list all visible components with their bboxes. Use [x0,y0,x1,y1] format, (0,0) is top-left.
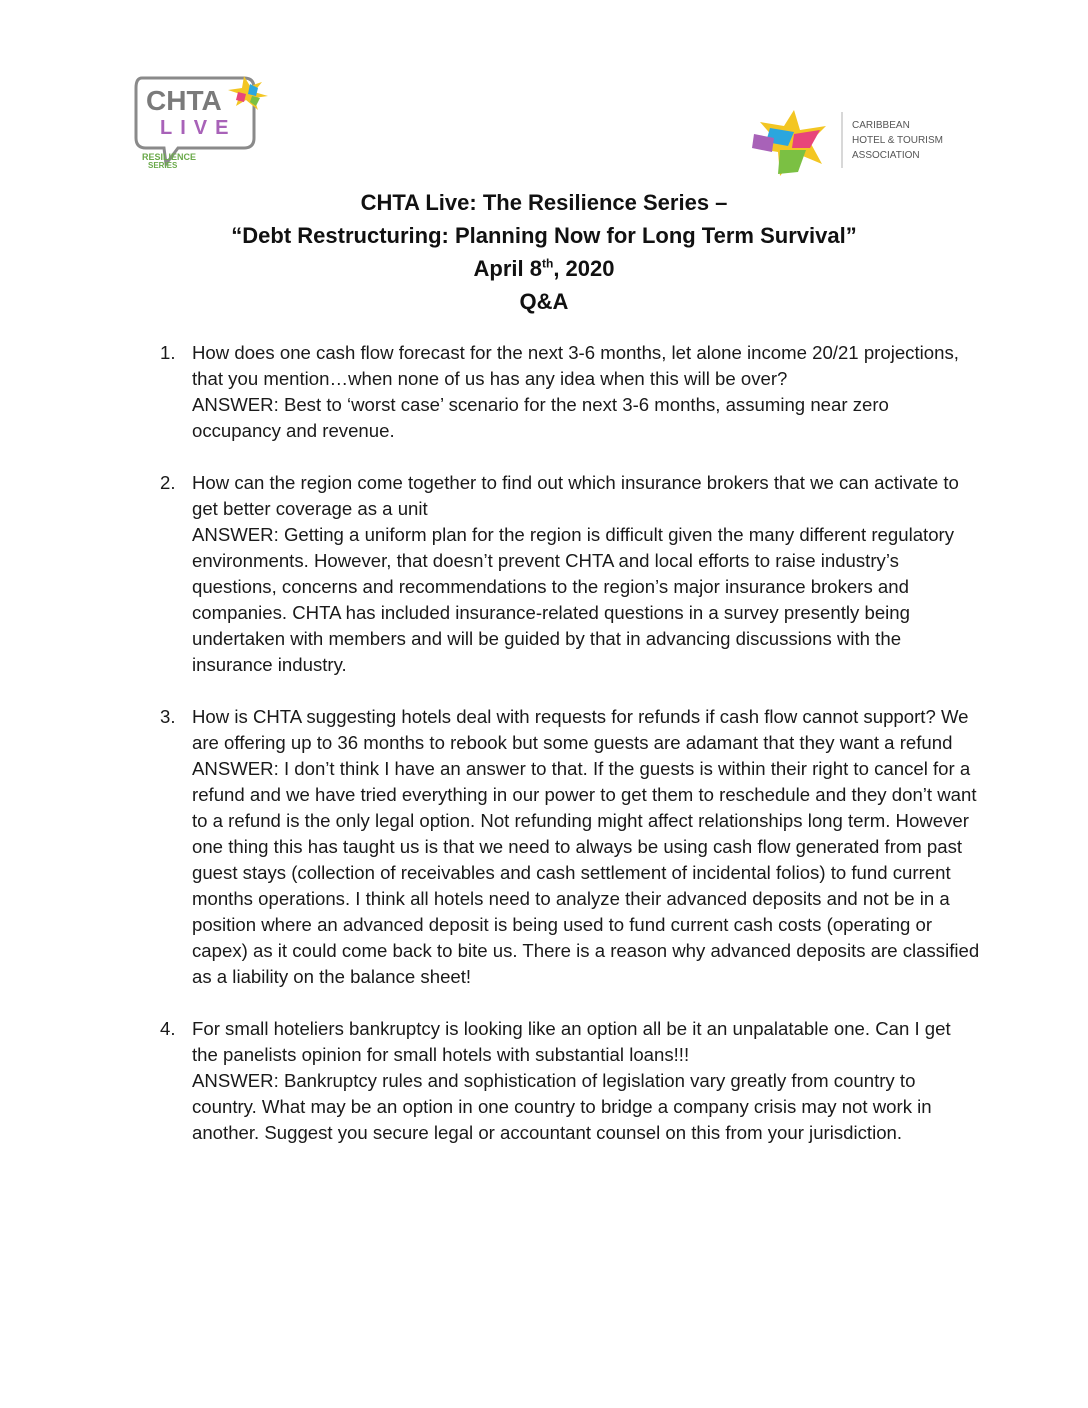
association-line-1: CARIBBEAN [852,120,910,131]
logo-live-text: LIVE [160,117,237,139]
qa-list [160,340,980,1146]
question-text: How does one cash flow forecast for the next 3-6 months, let alone income 20/21 projections, that you mention…when none of us has any idea when this will be over? [192,342,959,389]
answer-text: ANSWER: I don’t think I have an answer to that. If the guests is within their right to cancel for a refund and we have tried everything in our power to get them to reschedule and they don’t want to a refund is the only legal option. Not refunding might affect relationships long term. However one thing this has taught us is that we need to always be using cash flow generated from past guest stays (collection of receivables and cash settlement of incidental folios) to fund current months operations. I think all hotels need to analyze their advanced deposits and not be in a position where an advanced deposit is being used to fund current cash costs (operating or capex) as it could come back to bite us. There is a reason why advanced deposits are classified as a liability on the balance sheet! [192,758,980,987]
chta-association-logo [750,108,965,184]
document-header [0,186,1088,318]
item-number: 2. [160,472,176,493]
question-text: How can the region come together to find out which insurance brokers that we can activate to get better coverage as a unit [192,472,959,519]
question-text: How is CHTA suggesting hotels deal with requests for refunds if cash flow cannot support? We are offering up to 36 months to rebook but some guests are adamant that they want a refund [192,706,969,753]
date-suffix: , 2020 [553,256,615,281]
answer-text: ANSWER: Best to ‘worst case’ scenario for the next 3-6 months, assuming near zero occupancy and revenue. [192,394,889,441]
date-prefix: April 8 [473,256,542,281]
qa-heading: Q&A [519,289,569,314]
logo-tagline-2: SERIES [148,161,178,170]
date-ordinal: th [541,256,554,271]
item-number: 1. [160,342,176,363]
question-text: For small hoteliers bankruptcy is looking like an option all be it an unpalatable one. Can I get the panelists opinion for small hotels with substantial loans!!! [192,1018,951,1065]
qa-item-2 [160,470,980,678]
event-date [0,252,1088,285]
answer-text: ANSWER: Bankruptcy rules and sophistication of legislation vary greatly from country to country. What may be an option in one country to bridge a company crisis may not work in another. Suggest you secure legal or accountant counsel on this from your jurisdiction. [192,1070,932,1143]
qa-item-1 [160,340,980,444]
answer-text: ANSWER: Getting a uniform plan for the region is difficult given the many different regulatory environments. However, that doesn’t prevent CHTA and local efforts to raise industry’s questions, concerns and recommendations to the region’s major insurance brokers and companies. CHTA has included insurance-related questions in a survey presently being undertaken with members and will be guided by that in advancing discussions with the insurance industry. [192,524,955,675]
title-line-1: CHTA Live: The Resilience Series – [360,190,728,215]
logo-brand-text: CHTA [146,85,222,116]
qa-item-3 [160,704,980,990]
association-line-2: HOTEL & TOURISM [852,135,943,146]
association-line-3: ASSOCIATION [852,150,920,161]
item-number: 4. [160,1018,176,1039]
title-line-2: “Debt Restructuring: Planning Now for Long Term Survival” [231,223,857,248]
logo-tagline-1: RESILIENCE [142,152,197,162]
item-number: 3. [160,706,176,727]
chta-live-logo [132,72,272,172]
qa-item-4 [160,1016,980,1146]
